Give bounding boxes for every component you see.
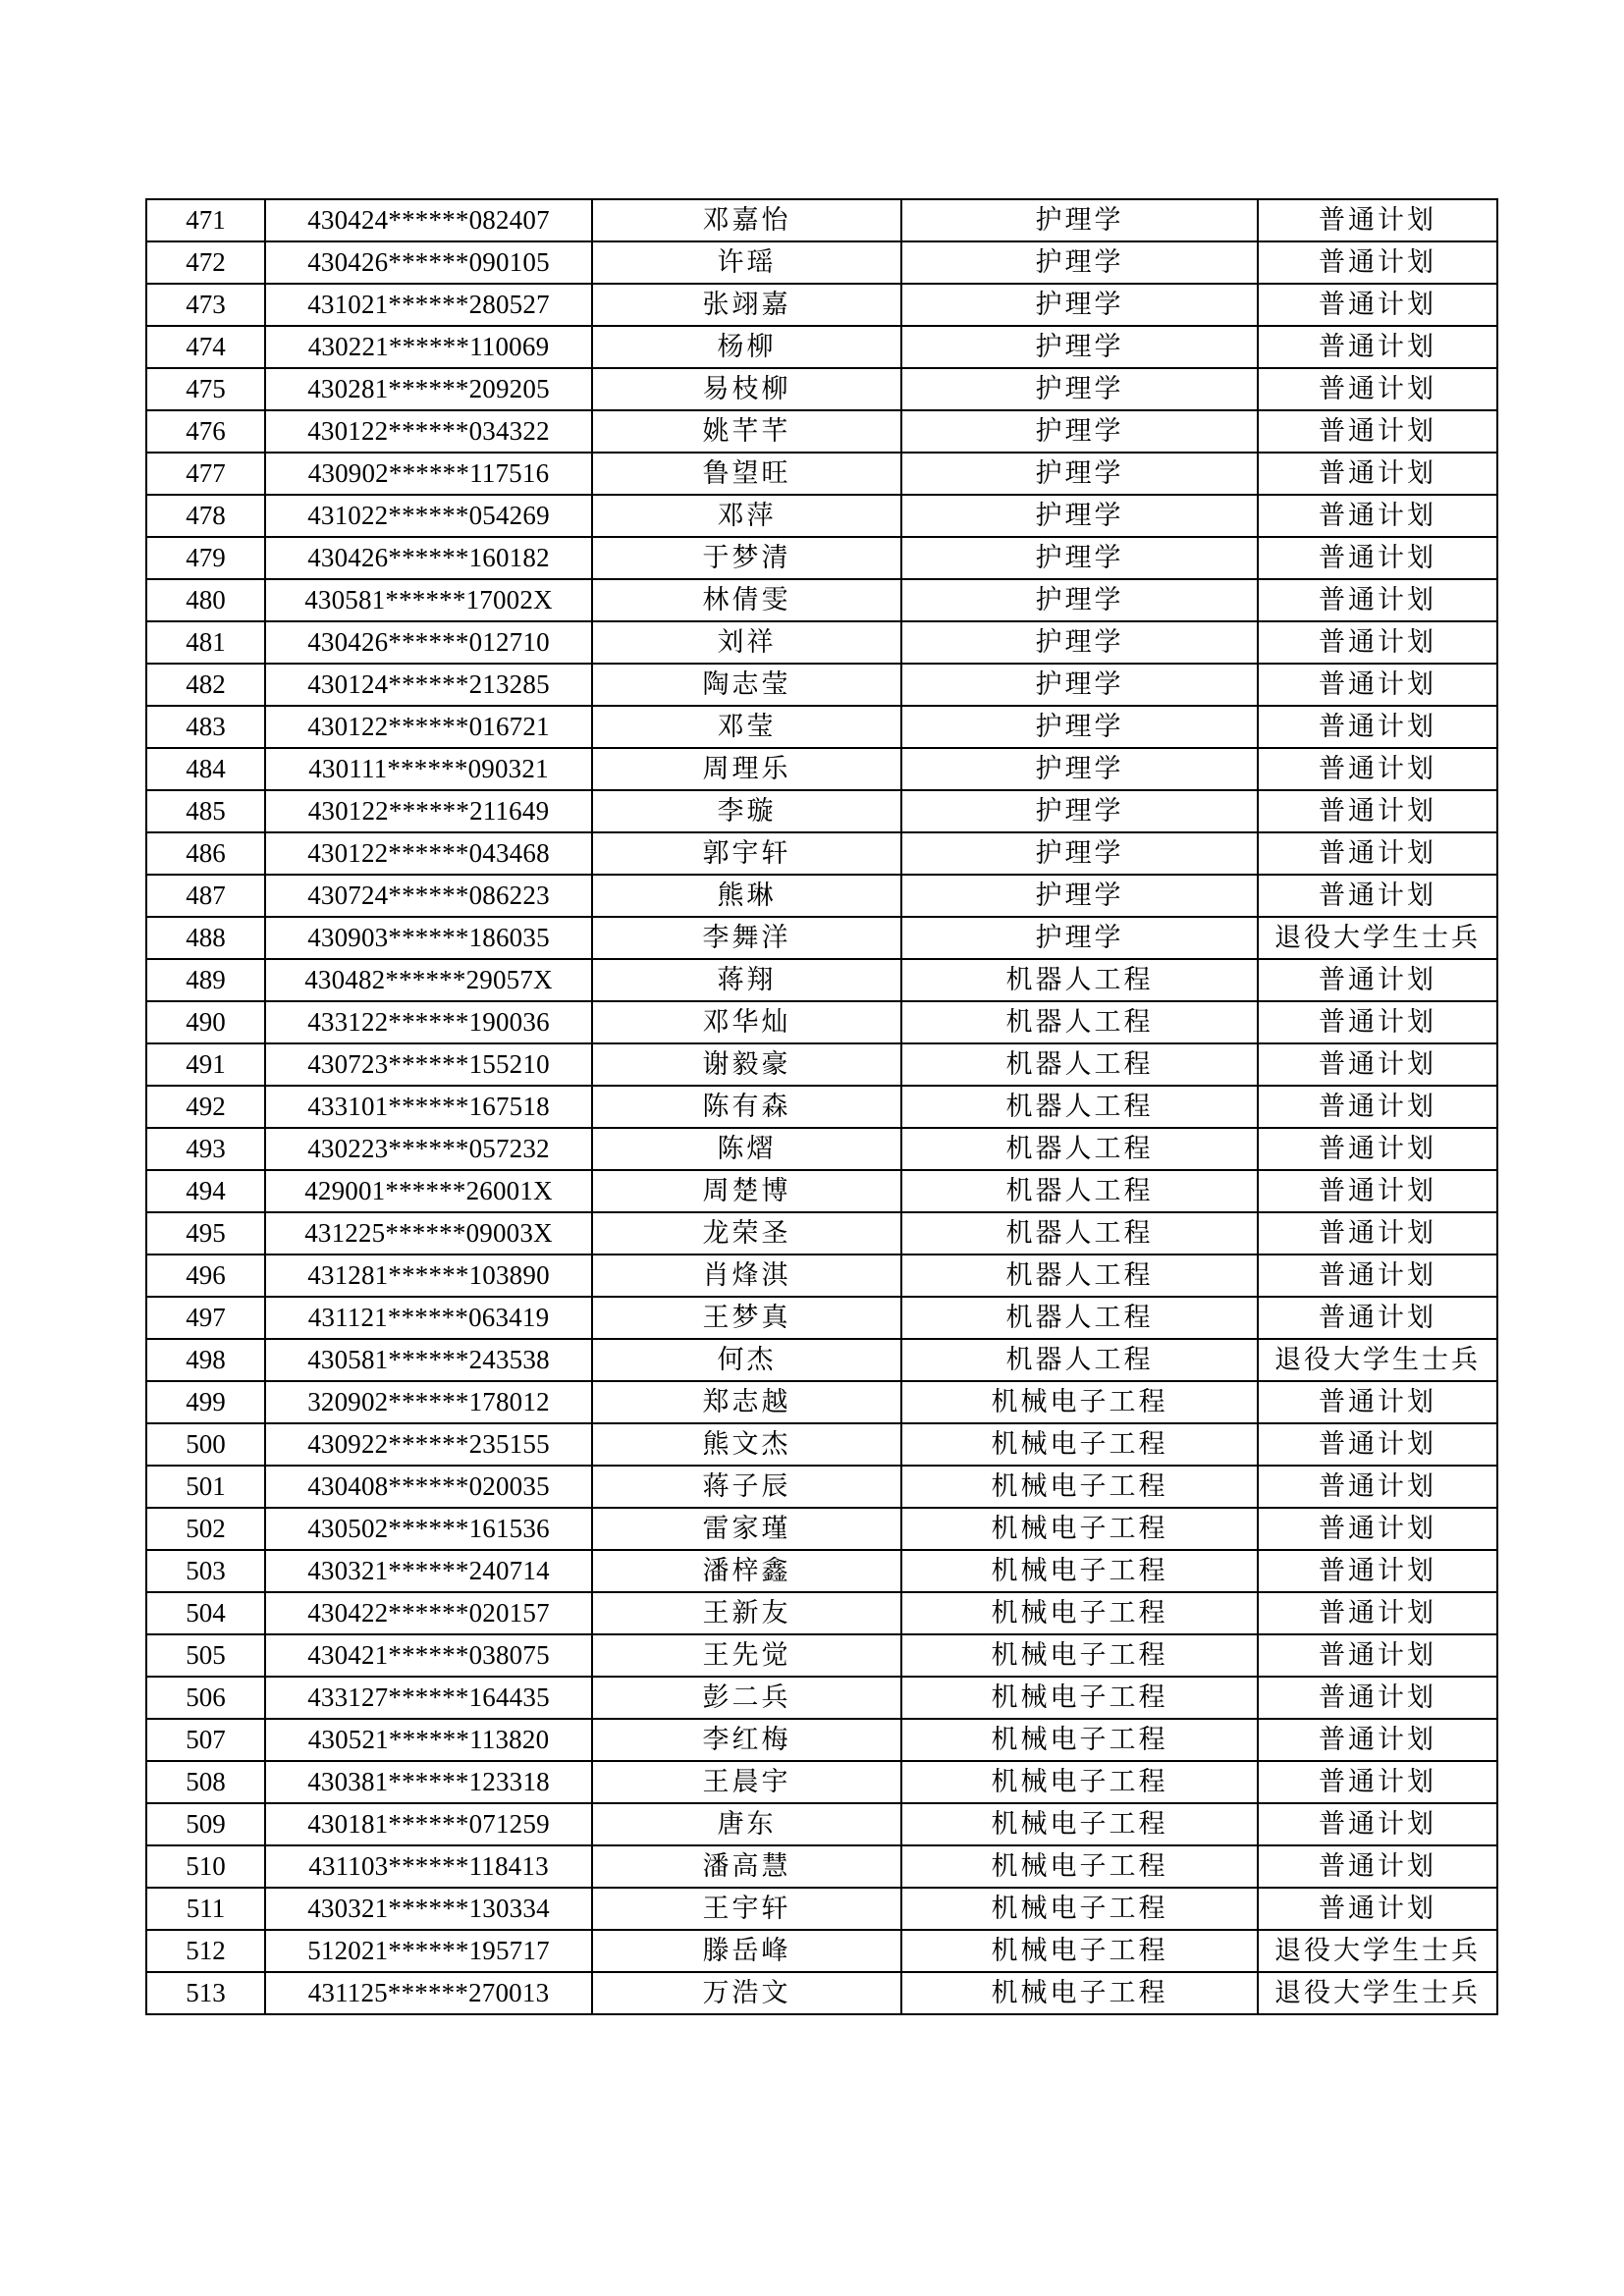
major-cell: 护理学 (901, 453, 1258, 495)
table-row (146, 1888, 1497, 1930)
id-number-cell: 431125******270013 (265, 1972, 592, 2014)
student-name-cell: 刘祥 (592, 621, 901, 664)
major-cell: 护理学 (901, 917, 1258, 959)
table-row (146, 1212, 1497, 1255)
admission-plan-cell: 退役大学生士兵 (1258, 1930, 1497, 1972)
admission-list-table (145, 198, 1498, 2015)
table-row (146, 284, 1497, 326)
table-row (146, 368, 1497, 410)
admission-plan-cell: 普通计划 (1258, 875, 1497, 917)
seq-number-cell: 491 (146, 1043, 265, 1086)
id-number-cell: 430124******213285 (265, 664, 592, 706)
major-cell: 护理学 (901, 537, 1258, 579)
seq-number-cell: 490 (146, 1001, 265, 1043)
admission-plan-cell: 退役大学生士兵 (1258, 1972, 1497, 2014)
seq-number-cell: 471 (146, 199, 265, 241)
admission-plan-cell: 普通计划 (1258, 621, 1497, 664)
major-cell: 机械电子工程 (901, 1761, 1258, 1803)
admission-plan-cell: 普通计划 (1258, 1466, 1497, 1508)
seq-number-cell: 512 (146, 1930, 265, 1972)
id-number-cell: 433101******167518 (265, 1086, 592, 1128)
seq-number-cell: 486 (146, 832, 265, 875)
major-cell: 护理学 (901, 664, 1258, 706)
major-cell: 机械电子工程 (901, 1803, 1258, 1845)
id-number-cell: 430381******123318 (265, 1761, 592, 1803)
major-cell: 机械电子工程 (901, 1845, 1258, 1888)
student-name-cell: 邓莹 (592, 706, 901, 748)
major-cell: 护理学 (901, 410, 1258, 453)
table-row (146, 1128, 1497, 1170)
major-cell: 护理学 (901, 284, 1258, 326)
admission-plan-cell: 普通计划 (1258, 1086, 1497, 1128)
student-name-cell: 王新友 (592, 1592, 901, 1634)
major-cell: 护理学 (901, 875, 1258, 917)
admission-plan-cell: 普通计划 (1258, 1677, 1497, 1719)
major-cell: 机器人工程 (901, 1339, 1258, 1381)
seq-number-cell: 494 (146, 1170, 265, 1212)
student-name-cell: 鲁望旺 (592, 453, 901, 495)
major-cell: 机器人工程 (901, 1170, 1258, 1212)
id-number-cell: 430223******057232 (265, 1128, 592, 1170)
major-cell: 机械电子工程 (901, 1972, 1258, 2014)
seq-number-cell: 505 (146, 1634, 265, 1677)
id-number-cell: 430122******211649 (265, 790, 592, 832)
seq-number-cell: 492 (146, 1086, 265, 1128)
student-name-cell: 熊琳 (592, 875, 901, 917)
id-number-cell: 430502******161536 (265, 1508, 592, 1550)
student-name-cell: 姚芊芊 (592, 410, 901, 453)
admission-plan-cell: 普通计划 (1258, 706, 1497, 748)
admission-plan-cell: 普通计划 (1258, 1592, 1497, 1634)
seq-number-cell: 493 (146, 1128, 265, 1170)
major-cell: 护理学 (901, 579, 1258, 621)
student-name-cell: 林倩雯 (592, 579, 901, 621)
seq-number-cell: 495 (146, 1212, 265, 1255)
id-number-cell: 430111******090321 (265, 748, 592, 790)
id-number-cell: 430122******034322 (265, 410, 592, 453)
seq-number-cell: 510 (146, 1845, 265, 1888)
table-row (146, 410, 1497, 453)
major-cell: 护理学 (901, 790, 1258, 832)
seq-number-cell: 475 (146, 368, 265, 410)
admission-plan-cell: 普通计划 (1258, 1043, 1497, 1086)
major-cell: 机器人工程 (901, 1212, 1258, 1255)
student-name-cell: 邓华灿 (592, 1001, 901, 1043)
id-number-cell: 430724******086223 (265, 875, 592, 917)
id-number-cell: 430221******110069 (265, 326, 592, 368)
table-row (146, 241, 1497, 284)
table-row (146, 706, 1497, 748)
student-name-cell: 蒋子辰 (592, 1466, 901, 1508)
major-cell: 机械电子工程 (901, 1719, 1258, 1761)
id-number-cell: 433122******190036 (265, 1001, 592, 1043)
major-cell: 护理学 (901, 621, 1258, 664)
table-row (146, 832, 1497, 875)
table-row (146, 199, 1497, 241)
student-name-cell: 陶志莹 (592, 664, 901, 706)
table-row (146, 1508, 1497, 1550)
admission-plan-cell: 普通计划 (1258, 326, 1497, 368)
student-name-cell: 李舞洋 (592, 917, 901, 959)
major-cell: 机械电子工程 (901, 1592, 1258, 1634)
seq-number-cell: 484 (146, 748, 265, 790)
table-row (146, 875, 1497, 917)
table-row (146, 1170, 1497, 1212)
seq-number-cell: 483 (146, 706, 265, 748)
table-row (146, 959, 1497, 1001)
table-row (146, 326, 1497, 368)
admission-plan-cell: 普通计划 (1258, 1761, 1497, 1803)
admission-plan-cell: 普通计划 (1258, 1634, 1497, 1677)
major-cell: 机械电子工程 (901, 1888, 1258, 1930)
id-number-cell: 430723******155210 (265, 1043, 592, 1086)
student-name-cell: 陈有森 (592, 1086, 901, 1128)
seq-number-cell: 504 (146, 1592, 265, 1634)
major-cell: 护理学 (901, 748, 1258, 790)
id-number-cell: 430421******038075 (265, 1634, 592, 1677)
id-number-cell: 512021******195717 (265, 1930, 592, 1972)
admission-plan-cell: 普通计划 (1258, 1845, 1497, 1888)
id-number-cell: 430321******240714 (265, 1550, 592, 1592)
student-name-cell: 潘梓鑫 (592, 1550, 901, 1592)
seq-number-cell: 474 (146, 326, 265, 368)
seq-number-cell: 513 (146, 1972, 265, 2014)
student-name-cell: 潘高慧 (592, 1845, 901, 1888)
seq-number-cell: 501 (146, 1466, 265, 1508)
seq-number-cell: 489 (146, 959, 265, 1001)
id-number-cell: 431021******280527 (265, 284, 592, 326)
seq-number-cell: 482 (146, 664, 265, 706)
table-row (146, 664, 1497, 706)
student-name-cell: 李璇 (592, 790, 901, 832)
major-cell: 护理学 (901, 832, 1258, 875)
table-row (146, 1592, 1497, 1634)
admission-plan-cell: 普通计划 (1258, 1508, 1497, 1550)
student-name-cell: 王晨宇 (592, 1761, 901, 1803)
student-name-cell: 王梦真 (592, 1297, 901, 1339)
student-name-cell: 杨柳 (592, 326, 901, 368)
major-cell: 护理学 (901, 495, 1258, 537)
student-name-cell: 彭二兵 (592, 1677, 901, 1719)
major-cell: 机械电子工程 (901, 1634, 1258, 1677)
table-row (146, 917, 1497, 959)
major-cell: 机器人工程 (901, 1128, 1258, 1170)
major-cell: 机械电子工程 (901, 1550, 1258, 1592)
seq-number-cell: 477 (146, 453, 265, 495)
major-cell: 护理学 (901, 368, 1258, 410)
student-name-cell: 王宇轩 (592, 1888, 901, 1930)
id-number-cell: 430181******071259 (265, 1803, 592, 1845)
table-row (146, 1086, 1497, 1128)
id-number-cell: 430321******130334 (265, 1888, 592, 1930)
admission-plan-cell: 普通计划 (1258, 1550, 1497, 1592)
major-cell: 机械电子工程 (901, 1508, 1258, 1550)
id-number-cell: 430581******243538 (265, 1339, 592, 1381)
seq-number-cell: 478 (146, 495, 265, 537)
seq-number-cell: 499 (146, 1381, 265, 1423)
student-name-cell: 唐东 (592, 1803, 901, 1845)
seq-number-cell: 500 (146, 1423, 265, 1466)
seq-number-cell: 497 (146, 1297, 265, 1339)
admission-plan-cell: 普通计划 (1258, 1381, 1497, 1423)
student-name-cell: 熊文杰 (592, 1423, 901, 1466)
admission-plan-cell: 普通计划 (1258, 579, 1497, 621)
student-name-cell: 何杰 (592, 1339, 901, 1381)
student-name-cell: 肖烽淇 (592, 1255, 901, 1297)
table-row (146, 1845, 1497, 1888)
admission-plan-cell: 普通计划 (1258, 748, 1497, 790)
seq-number-cell: 511 (146, 1888, 265, 1930)
table-row (146, 1255, 1497, 1297)
student-name-cell: 张翊嘉 (592, 284, 901, 326)
id-number-cell: 430903******186035 (265, 917, 592, 959)
id-number-cell: 430521******113820 (265, 1719, 592, 1761)
id-number-cell: 431121******063419 (265, 1297, 592, 1339)
seq-number-cell: 507 (146, 1719, 265, 1761)
admission-plan-cell: 普通计划 (1258, 1719, 1497, 1761)
admission-plan-cell: 普通计划 (1258, 1297, 1497, 1339)
seq-number-cell: 485 (146, 790, 265, 832)
student-name-cell: 郑志越 (592, 1381, 901, 1423)
id-number-cell: 430122******016721 (265, 706, 592, 748)
student-name-cell: 周楚博 (592, 1170, 901, 1212)
admission-plan-cell: 普通计划 (1258, 284, 1497, 326)
table-row (146, 748, 1497, 790)
seq-number-cell: 473 (146, 284, 265, 326)
major-cell: 机械电子工程 (901, 1677, 1258, 1719)
student-name-cell: 邓萍 (592, 495, 901, 537)
id-number-cell: 431225******09003X (265, 1212, 592, 1255)
student-name-cell: 许瑶 (592, 241, 901, 284)
major-cell: 护理学 (901, 706, 1258, 748)
admission-plan-cell: 普通计划 (1258, 1001, 1497, 1043)
id-number-cell: 430424******082407 (265, 199, 592, 241)
major-cell: 机械电子工程 (901, 1466, 1258, 1508)
major-cell: 机械电子工程 (901, 1423, 1258, 1466)
admission-plan-cell: 普通计划 (1258, 453, 1497, 495)
student-name-cell: 陈熠 (592, 1128, 901, 1170)
admission-plan-cell: 普通计划 (1258, 1888, 1497, 1930)
id-number-cell: 430426******090105 (265, 241, 592, 284)
student-name-cell: 郭宇轩 (592, 832, 901, 875)
major-cell: 护理学 (901, 326, 1258, 368)
admission-plan-cell: 普通计划 (1258, 410, 1497, 453)
seq-number-cell: 480 (146, 579, 265, 621)
seq-number-cell: 506 (146, 1677, 265, 1719)
student-name-cell: 龙荣圣 (592, 1212, 901, 1255)
id-number-cell: 430281******209205 (265, 368, 592, 410)
id-number-cell: 433127******164435 (265, 1677, 592, 1719)
id-number-cell: 431022******054269 (265, 495, 592, 537)
major-cell: 机器人工程 (901, 1255, 1258, 1297)
id-number-cell: 430122******043468 (265, 832, 592, 875)
admission-plan-cell: 普通计划 (1258, 1212, 1497, 1255)
admission-plan-cell: 退役大学生士兵 (1258, 1339, 1497, 1381)
admission-plan-cell: 普通计划 (1258, 1128, 1497, 1170)
id-number-cell: 430902******117516 (265, 453, 592, 495)
table-row (146, 1634, 1497, 1677)
id-number-cell: 430422******020157 (265, 1592, 592, 1634)
id-number-cell: 430426******160182 (265, 537, 592, 579)
seq-number-cell: 502 (146, 1508, 265, 1550)
student-name-cell: 谢毅豪 (592, 1043, 901, 1086)
admission-list-body (146, 199, 1497, 2014)
student-name-cell: 易枝柳 (592, 368, 901, 410)
student-name-cell: 王先觉 (592, 1634, 901, 1677)
major-cell: 机器人工程 (901, 1043, 1258, 1086)
seq-number-cell: 481 (146, 621, 265, 664)
admission-plan-cell: 普通计划 (1258, 959, 1497, 1001)
table-row (146, 1803, 1497, 1845)
student-name-cell: 于梦清 (592, 537, 901, 579)
seq-number-cell: 496 (146, 1255, 265, 1297)
id-number-cell: 430482******29057X (265, 959, 592, 1001)
table-row (146, 1466, 1497, 1508)
admission-plan-cell: 普通计划 (1258, 664, 1497, 706)
major-cell: 机械电子工程 (901, 1381, 1258, 1423)
id-number-cell: 430408******020035 (265, 1466, 592, 1508)
admission-plan-cell: 普通计划 (1258, 241, 1497, 284)
student-name-cell: 雷家瑾 (592, 1508, 901, 1550)
table-row (146, 1930, 1497, 1972)
seq-number-cell: 472 (146, 241, 265, 284)
student-name-cell: 李红梅 (592, 1719, 901, 1761)
student-name-cell: 滕岳峰 (592, 1930, 901, 1972)
table-row (146, 579, 1497, 621)
table-row (146, 1339, 1497, 1381)
student-name-cell: 万浩文 (592, 1972, 901, 2014)
seq-number-cell: 488 (146, 917, 265, 959)
admission-plan-cell: 普通计划 (1258, 495, 1497, 537)
seq-number-cell: 503 (146, 1550, 265, 1592)
table-row (146, 1001, 1497, 1043)
admission-plan-cell: 普通计划 (1258, 832, 1497, 875)
seq-number-cell: 498 (146, 1339, 265, 1381)
student-name-cell: 周理乐 (592, 748, 901, 790)
admission-plan-cell: 普通计划 (1258, 199, 1497, 241)
admission-plan-cell: 普通计划 (1258, 537, 1497, 579)
table-row (146, 453, 1497, 495)
major-cell: 机械电子工程 (901, 1930, 1258, 1972)
table-row (146, 1550, 1497, 1592)
table-row (146, 1297, 1497, 1339)
table-row (146, 790, 1497, 832)
table-row (146, 1381, 1497, 1423)
id-number-cell: 431103******118413 (265, 1845, 592, 1888)
admission-plan-cell: 普通计划 (1258, 1170, 1497, 1212)
id-number-cell: 431281******103890 (265, 1255, 592, 1297)
admission-plan-cell: 普通计划 (1258, 790, 1497, 832)
table-row (146, 1043, 1497, 1086)
student-name-cell: 蒋翔 (592, 959, 901, 1001)
id-number-cell: 430922******235155 (265, 1423, 592, 1466)
seq-number-cell: 508 (146, 1761, 265, 1803)
admission-plan-cell: 普通计划 (1258, 1255, 1497, 1297)
table-row (146, 495, 1497, 537)
major-cell: 机器人工程 (901, 1001, 1258, 1043)
admission-plan-cell: 退役大学生士兵 (1258, 917, 1497, 959)
table-row (146, 1677, 1497, 1719)
seq-number-cell: 476 (146, 410, 265, 453)
table-row (146, 1972, 1497, 2014)
table-row (146, 1761, 1497, 1803)
major-cell: 机器人工程 (901, 1086, 1258, 1128)
id-number-cell: 320902******178012 (265, 1381, 592, 1423)
student-name-cell: 邓嘉怡 (592, 199, 901, 241)
major-cell: 护理学 (901, 199, 1258, 241)
seq-number-cell: 487 (146, 875, 265, 917)
table-row (146, 537, 1497, 579)
major-cell: 护理学 (901, 241, 1258, 284)
seq-number-cell: 509 (146, 1803, 265, 1845)
table-row (146, 1423, 1497, 1466)
admission-plan-cell: 普通计划 (1258, 368, 1497, 410)
table-row (146, 1719, 1497, 1761)
seq-number-cell: 479 (146, 537, 265, 579)
admission-plan-cell: 普通计划 (1258, 1423, 1497, 1466)
major-cell: 机器人工程 (901, 1297, 1258, 1339)
id-number-cell: 429001******26001X (265, 1170, 592, 1212)
table-row (146, 621, 1497, 664)
admission-plan-cell: 普通计划 (1258, 1803, 1497, 1845)
id-number-cell: 430426******012710 (265, 621, 592, 664)
major-cell: 机器人工程 (901, 959, 1258, 1001)
id-number-cell: 430581******17002X (265, 579, 592, 621)
